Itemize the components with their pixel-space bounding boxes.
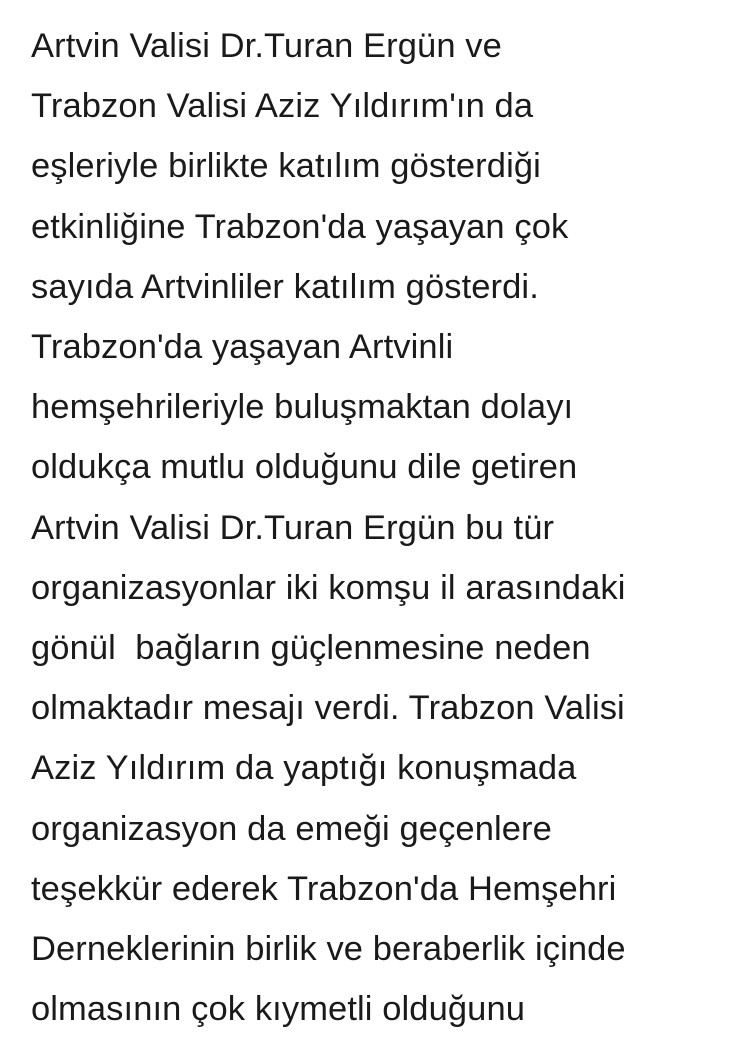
article-line: olmasının çok kıymetli olduğunu [31,990,526,1029]
article-line: Trabzon'da yaşayan Artvinli [31,328,454,367]
article-line: eşleriyle birlikte katılım gösterdiği [31,147,541,186]
article-line: Artvin Valisi Dr.Turan Ergün bu tür [31,508,555,547]
article-line: sayıda Artvinliler katılım gösterdi. [31,267,539,306]
article-line: organizasyon da emeği geçenlere [31,809,552,848]
article-line: teşekkür ederek Trabzon'da Hemşehri [31,869,617,908]
article-line: etkinliğine Trabzon'da yaşayan çok [31,207,569,246]
article-body [31,16,731,1039]
article-line: oldukça mutlu olduğunu dile getiren [31,448,578,487]
article-line: Aziz Yıldırım da yaptığı konuşmada [31,749,577,788]
article-line: Trabzon Valisi Aziz Yıldırım'ın da [31,87,534,126]
article-line: hemşehrileriyle buluşmaktan dolayı [31,388,574,427]
article-line: olmaktadır mesajı verdi. Trabzon Valisi [31,689,625,728]
article-line: organizasyonlar iki komşu il arasındaki [31,568,626,607]
article-line: Derneklerinin birlik ve beraberlik içinde [31,930,626,969]
article-line: Artvin Valisi Dr.Turan Ergün ve [31,27,502,65]
article-line: gönül bağların güçlenmesine neden [31,629,591,668]
